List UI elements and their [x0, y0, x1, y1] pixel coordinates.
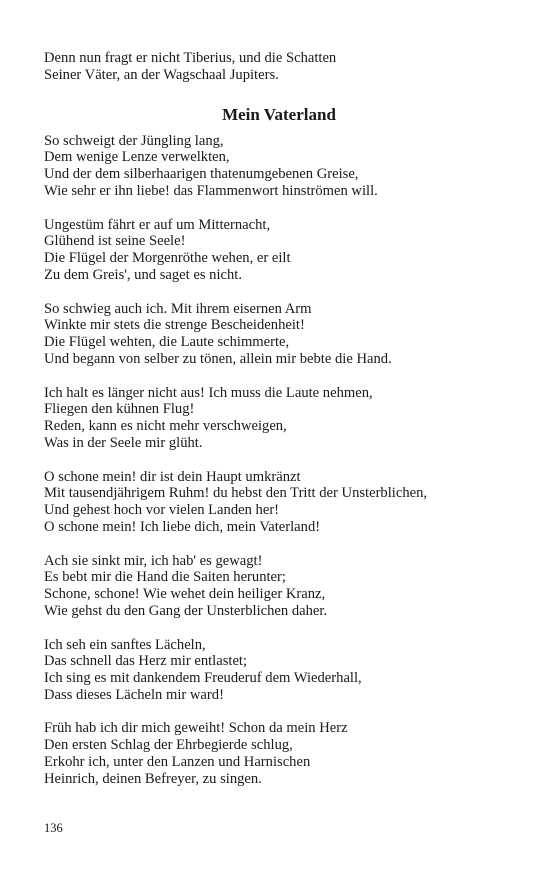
stanza-3: [44, 301, 514, 368]
verse-line: Ach sie sinkt mir, ich hab' es gewagt!: [44, 552, 263, 569]
verse-line: Die Flügel der Morgenröthe wehen, er eilt: [44, 250, 291, 267]
verse-line: Das schnell das Herz mir entlastet;: [44, 653, 248, 670]
stanza-2: [44, 217, 514, 284]
verse-line: Früh hab ich dir mich geweiht! Schon da mein Herz: [44, 720, 348, 737]
verse-line: Und der dem silberhaarigen thatenumgebenen Greise,: [44, 166, 359, 183]
stanza-8: [44, 720, 514, 787]
verse-line: Glühend ist seine Seele!: [44, 233, 186, 250]
verse-line: Dem wenige Lenze verwelkten,: [44, 149, 230, 166]
verse-line: Und begann von selber zu tönen, allein mir bebte die Hand.: [44, 350, 392, 367]
verse-line: Zu dem Greis', und saget es nicht.: [44, 266, 242, 283]
stanza-6: [44, 553, 514, 620]
verse-line: Dass dieses Lächeln mir ward!: [44, 686, 224, 703]
intro-line: Seiner Väter, an der Wagschaal Jupiters.: [44, 66, 279, 83]
verse-line: O schone mein! Ich liebe dich, mein Vaterland!: [44, 518, 321, 535]
verse-line: So schweigt der Jüngling lang,: [44, 132, 224, 149]
intro-line: Denn nun fragt er nicht Tiberius, und die Schatten: [44, 50, 337, 66]
verse-line: Ungestüm fährt er auf um Mitternacht,: [44, 216, 271, 233]
verse-line: Ich sing es mit dankendem Freuderuf dem Wiederhall,: [44, 670, 362, 687]
page-content: [44, 50, 514, 804]
verse-line: Erkohr ich, unter den Lanzen und Harnischen: [44, 754, 311, 771]
verse-line: Die Flügel wehten, die Laute schimmerte,: [44, 334, 290, 351]
verse-line: Heinrich, deinen Befreyer, zu singen.: [44, 770, 262, 787]
verse-line: Es bebt mir die Hand die Saiten herunter;: [44, 569, 286, 586]
verse-line: Wie sehr er ihn liebe! das Flammenwort hinströmen will.: [44, 182, 378, 199]
verse-line: Den ersten Schlag der Ehrbegierde schlug,: [44, 737, 293, 754]
stanza-5: [44, 469, 514, 536]
verse-line: So schwieg auch ich. Mit ihrem eisernen Arm: [44, 300, 312, 317]
stanza-7: [44, 637, 514, 704]
verse-line: Ich seh ein sanftes Lächeln,: [44, 636, 206, 653]
verse-line: Schone, schone! Wie wehet dein heiliger Kranz,: [44, 586, 326, 603]
verse-line: Wie gehst du den Gang der Unsterblichen daher.: [44, 602, 328, 619]
verse-line: Mit tausendjährigem Ruhm! du hebst den Tritt der Unsterblichen,: [44, 485, 428, 502]
stanza-4: [44, 385, 514, 452]
verse-line: Und gehest hoch vor vielen Landen her!: [44, 502, 280, 519]
poem-title: Mein Vaterland: [222, 104, 336, 124]
stanza-1: [44, 133, 514, 200]
page-number: 136: [44, 821, 63, 835]
verse-line: Fliegen den kühnen Flug!: [44, 401, 195, 418]
verse-line: Ich halt es länger nicht aus! Ich muss die Laute nehmen,: [44, 384, 373, 401]
verse-line: Reden, kann es nicht mehr verschweigen,: [44, 418, 287, 435]
verse-line: O schone mein! dir ist dein Haupt umkränzt: [44, 468, 301, 485]
verse-line: Winkte mir stets die strenge Bescheidenheit!: [44, 317, 305, 334]
verse-line: Was in der Seele mir glüht.: [44, 434, 203, 451]
intro-lines: [44, 50, 514, 84]
